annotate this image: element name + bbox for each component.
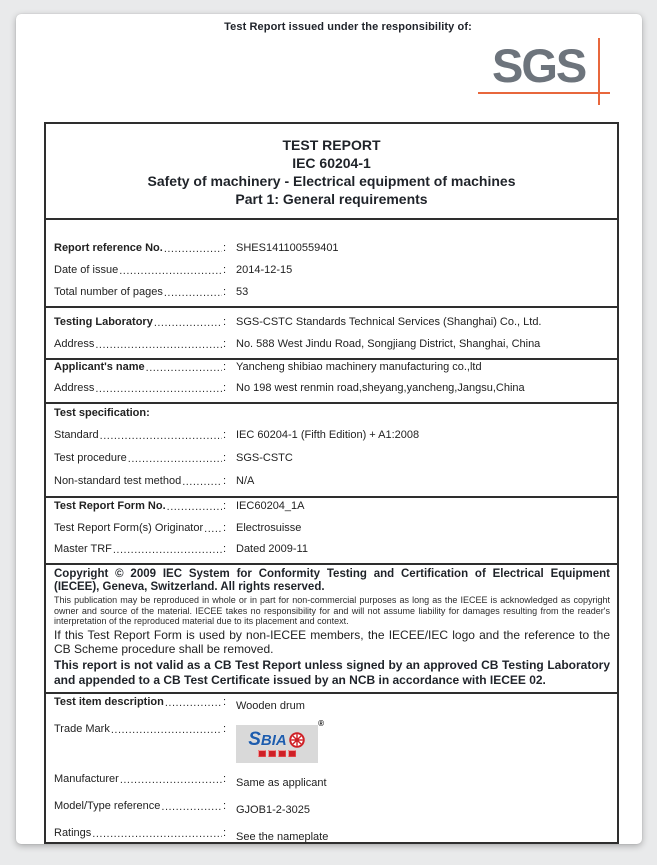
title-standard-name: Safety of machinery - Electrical equipment of machines <box>147 173 516 189</box>
dot-leader <box>113 543 222 556</box>
row-trade-mark: Trade Mark ..... : ® SBIA <box>46 723 617 773</box>
row-value: See the nameplate <box>236 830 329 843</box>
row-label: Trade Mark <box>54 722 110 735</box>
issued-under-responsibility-line: Test Report issued under the responsibility of: <box>224 21 472 33</box>
row-trf-number: Test Report Form No. ..... : IEC60204_1A <box>46 500 617 522</box>
trademark-logo <box>236 718 324 763</box>
section-report-reference <box>46 220 617 308</box>
row-label: Ratings <box>54 826 92 839</box>
row-value: N/A <box>236 475 255 487</box>
row-total-pages: Total number of pages ..... : 53 <box>46 286 617 308</box>
sgs-logo-vertical-line <box>598 38 600 105</box>
sgs-logo-text: SGS <box>492 39 586 92</box>
sgs-logo <box>476 36 626 121</box>
trademark-letters-bia: BIA <box>260 731 287 749</box>
title-test-report: TEST REPORT <box>282 137 381 153</box>
dot-leader <box>92 827 222 840</box>
row-test-item-description: Test item description ..... : Wooden drum <box>46 696 617 723</box>
row-label: Test Report Form No. <box>54 500 166 512</box>
registered-trademark-symbol: ® <box>318 718 324 728</box>
row-label: Address <box>54 382 95 394</box>
row-value: 53 <box>236 286 249 298</box>
dot-leader <box>95 338 222 351</box>
dot-leader <box>164 242 222 255</box>
dot-leader <box>204 522 222 535</box>
row-value: GJOB1-2-3025 <box>236 803 310 816</box>
dot-leader <box>167 500 222 513</box>
row-master-trf: Master TRF ..... : Dated 2009-11 <box>46 543 617 565</box>
trademark-letter-s: S <box>248 728 261 750</box>
row-label: Test Report Form(s) Originator <box>54 521 204 534</box>
copyright-body: If this Test Report Form is used by non-IECEE members, the IECEE/IEC logo and the reference to the CB Scheme procedure shall be removed. <box>54 627 610 656</box>
row-model-type-reference: Model/Type reference ..... : GJOB1-2-3025 <box>46 800 617 827</box>
copyright-bold-intro: Copyright © 2009 IEC System for Conformity Testing and Certification of Electrical Equipment (IECEE), Geneva, Switzerland. All rights reserved. <box>54 568 610 593</box>
title-standard-number: IEC 60204-1 <box>292 155 371 171</box>
section-test-report-form <box>46 498 617 565</box>
section-copyright <box>46 565 617 694</box>
dot-leader <box>165 696 222 709</box>
dot-leader <box>182 475 222 488</box>
dot-leader <box>128 452 222 465</box>
dot-leader <box>164 286 222 299</box>
row-trf-originator: Test Report Form(s) Originator ..... : Electrosuisse <box>46 522 617 544</box>
row-label: Test item description <box>54 695 164 708</box>
row-label: Master TRF <box>54 543 112 555</box>
test-report-table <box>44 122 619 844</box>
row-label: Date of issue <box>54 264 119 276</box>
row-report-reference: Report reference No. ..... : SHES141100559401 <box>46 242 617 264</box>
trademark-wheel-icon <box>288 731 306 749</box>
row-value: Same as applicant <box>236 776 327 789</box>
dot-leader <box>95 382 222 395</box>
row-value: Electrosuisse <box>236 521 302 534</box>
row-label: Non-standard test method <box>54 475 182 487</box>
section-test-item <box>46 694 617 845</box>
row-test-procedure: Test procedure ..... : SGS-CSTC <box>46 452 617 475</box>
row-label: Manufacturer <box>54 772 119 785</box>
row-label: Testing Laboratory <box>54 316 153 328</box>
row-standard: Standard ..... : IEC 60204-1 (Fifth Edition) + A1:2008 <box>46 429 617 452</box>
row-label: Address <box>54 338 95 350</box>
title-part: Part 1: General requirements <box>235 191 428 207</box>
dot-leader <box>111 723 222 736</box>
row-value: IEC60204_1A <box>236 500 305 512</box>
title-block <box>46 124 617 220</box>
dot-leader <box>146 361 222 374</box>
report-page <box>16 14 642 844</box>
row-value: Wooden drum <box>236 699 305 712</box>
trademark-chinese-blocks <box>258 750 296 757</box>
row-label: Model/Type reference <box>54 799 161 812</box>
row-label: Standard <box>54 429 99 441</box>
row-value: SGS-CSTC Standards Technical Services (Shanghai) Co., Ltd. <box>236 316 542 328</box>
copyright-fine-print: This publication may be reproduced in whole or in part for non-commercial purposes as long as the IECEE is acknowledged as copyright owner and source of the material. IECEE takes no responsibility for and will not assume liability for damages resulting from the reader's interpretation of the reproduced material due to its placement and context. <box>54 595 610 626</box>
row-manufacturer: Manufacturer ..... : Same as applicant <box>46 773 617 800</box>
row-test-specification-header: Test specification: <box>54 407 150 419</box>
dot-leader <box>154 316 222 329</box>
row-laboratory-address: Address ..... : No. 588 West Jindu Road, Songjiang District, Shanghai, China <box>46 338 617 360</box>
section-applicant <box>46 360 617 404</box>
row-label: Report reference No. <box>54 242 163 254</box>
row-applicant-address: Address ..... : No 198 west renmin road,sheyang,yancheng,Jangsu,China <box>46 382 617 403</box>
row-label: Total number of pages <box>54 286 163 298</box>
row-applicant-name: Applicant's name ..... : Yancheng shibiao machinery manufacturing co.,ltd <box>46 361 617 382</box>
section-testing-laboratory <box>46 308 617 360</box>
dot-leader <box>119 264 222 277</box>
row-date-of-issue: Date of issue ..... : 2014-12-15 <box>46 264 617 286</box>
dot-leader <box>100 429 222 442</box>
row-non-standard-method: Non-standard test method ..... : N/A <box>46 475 617 498</box>
row-label: Applicant's name <box>54 361 145 373</box>
section-test-specification <box>46 404 617 498</box>
dot-leader <box>120 773 222 786</box>
row-ratings: Ratings ..... : See the nameplate <box>46 827 617 845</box>
row-value: SHES141100559401 <box>236 242 339 254</box>
dot-leader <box>161 800 222 813</box>
row-testing-laboratory: Testing Laboratory ..... : SGS-CSTC Standards Technical Services (Shanghai) Co., Ltd. <box>46 316 617 338</box>
row-value: 2014-12-15 <box>236 264 293 276</box>
row-value: No 198 west renmin road,sheyang,yancheng,Jangsu,China <box>236 382 525 394</box>
row-value: Dated 2009-11 <box>236 543 308 555</box>
sgs-logo-horizontal-line <box>478 92 610 94</box>
row-value: IEC 60204-1 (Fifth Edition) + A1:2008 <box>236 429 420 441</box>
row-label: Test procedure <box>54 452 127 464</box>
row-value: Yancheng shibiao machinery manufacturing co.,ltd <box>236 361 482 373</box>
row-value: No. 588 West Jindu Road, Songjiang District, Shanghai, China <box>236 338 541 350</box>
copyright-bold-notice: This report is not valid as a CB Test Report unless signed by an approved CB Testing Laboratory and appended to a CB Test Certificate issued by an NCB in accordance with IECEE 02. <box>54 657 610 687</box>
row-value: SGS-CSTC <box>236 452 293 464</box>
